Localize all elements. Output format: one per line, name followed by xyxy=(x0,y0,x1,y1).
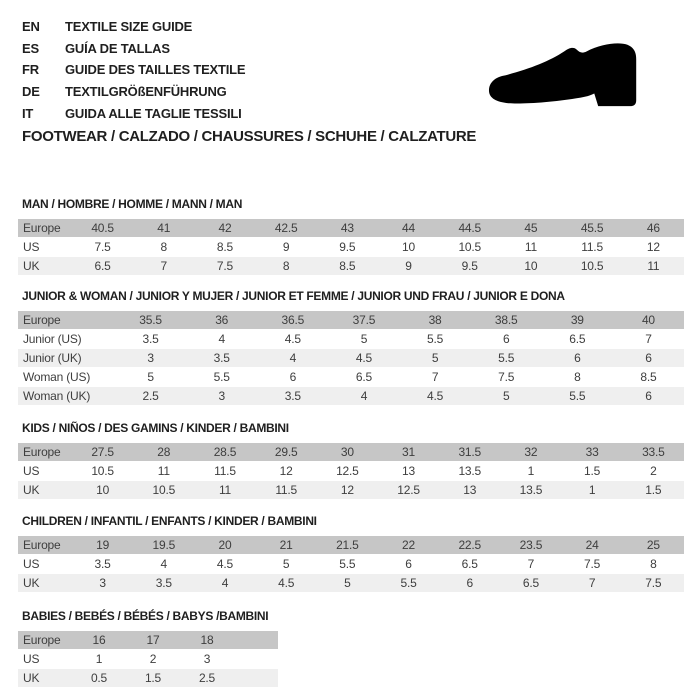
size-cell: 8 xyxy=(256,257,317,275)
size-table-children xyxy=(18,535,684,593)
size-cell: 5.5 xyxy=(378,574,439,592)
size-table-junior-woman xyxy=(18,310,684,406)
size-cell: 5 xyxy=(317,574,378,592)
size-cell: 33.5 xyxy=(623,443,684,461)
size-cell: 5 xyxy=(400,349,471,367)
size-cell: 6 xyxy=(257,368,328,386)
size-cell: 12 xyxy=(317,481,378,499)
language-row xyxy=(22,103,245,125)
size-cell: 5.5 xyxy=(186,368,257,386)
size-cell: 20 xyxy=(194,536,255,554)
size-table-man xyxy=(18,218,684,276)
size-cell: 1 xyxy=(500,462,561,480)
size-table-babies xyxy=(18,630,278,688)
size-cell: 4.5 xyxy=(257,330,328,348)
size-cell: 24 xyxy=(562,536,623,554)
size-cell: 9.5 xyxy=(439,257,500,275)
size-cell: 13 xyxy=(439,481,500,499)
size-cell: 3.5 xyxy=(115,330,186,348)
size-cell: 1.5 xyxy=(623,481,684,499)
size-cell: 19 xyxy=(72,536,133,554)
size-cell: 25 xyxy=(623,536,684,554)
row-label: Europe xyxy=(18,443,72,461)
size-section-junior-woman xyxy=(18,288,684,406)
row-label: Europe xyxy=(18,219,72,237)
size-cell: 12 xyxy=(256,462,317,480)
language-label: TEXTILE SIZE GUIDE xyxy=(65,19,193,34)
table-row xyxy=(18,443,684,461)
size-cell: 4 xyxy=(194,574,255,592)
size-cell: 7.5 xyxy=(623,574,684,592)
size-cell: 36.5 xyxy=(257,311,328,329)
language-code: IT xyxy=(22,105,34,121)
size-cell: 7 xyxy=(500,555,561,573)
size-cell: 10 xyxy=(72,481,133,499)
size-cell: 2 xyxy=(126,650,180,668)
size-cell: 6 xyxy=(471,330,542,348)
size-cell: 46 xyxy=(623,219,684,237)
section-title: BABIES / BEBÉS / BÉBÉS / BABYS /BAMBINI xyxy=(22,609,269,623)
size-cell: 6 xyxy=(378,555,439,573)
size-cell: 22 xyxy=(378,536,439,554)
category-line: FOOTWEAR / CALZADO / CHAUSSURES / SCHUHE / CALZATURE xyxy=(22,128,477,145)
size-cell: 10.5 xyxy=(439,238,500,256)
size-cell: 7 xyxy=(613,330,684,348)
size-cell: 0.5 xyxy=(72,669,126,687)
size-cell: 40.5 xyxy=(72,219,133,237)
size-cell: 5 xyxy=(471,387,542,405)
size-cell: 12.5 xyxy=(378,481,439,499)
table-row xyxy=(18,481,684,499)
size-cell: 31 xyxy=(378,443,439,461)
size-cell: 30 xyxy=(317,443,378,461)
section-title: KIDS / NIÑOS / DES GAMINS / KINDER / BAMBINI xyxy=(22,421,289,435)
table-row xyxy=(18,330,684,348)
size-cell: 6 xyxy=(542,349,613,367)
size-cell: 42 xyxy=(194,219,255,237)
size-cell: 7.5 xyxy=(562,555,623,573)
language-label: GUIDE DES TAILLES TEXTILE xyxy=(65,62,246,78)
size-cell: 4.5 xyxy=(400,387,471,405)
filler-cell xyxy=(234,650,278,668)
size-cell: 10 xyxy=(378,238,439,256)
row-label: US xyxy=(18,238,72,256)
size-cell: 4.5 xyxy=(328,349,399,367)
table-row xyxy=(18,368,684,386)
size-cell: 7 xyxy=(133,257,194,275)
size-cell: 1 xyxy=(72,650,126,668)
row-label: US xyxy=(18,462,72,480)
size-cell: 10.5 xyxy=(72,462,133,480)
table-row xyxy=(18,387,684,405)
size-cell: 8 xyxy=(542,368,613,386)
size-cell: 8.5 xyxy=(194,238,255,256)
size-cell: 35.5 xyxy=(115,311,186,329)
size-table-kids xyxy=(18,442,684,500)
row-label: Junior (US) xyxy=(18,330,115,348)
size-cell: 40 xyxy=(613,311,684,329)
language-code: FR xyxy=(22,62,39,78)
size-cell: 6.5 xyxy=(328,368,399,386)
size-cell: 3 xyxy=(72,574,133,592)
size-cell: 1 xyxy=(562,481,623,499)
size-cell: 42.5 xyxy=(256,219,317,237)
size-cell: 21 xyxy=(256,536,317,554)
size-cell: 38.5 xyxy=(471,311,542,329)
size-cell: 28 xyxy=(133,443,194,461)
table-row xyxy=(18,311,684,329)
size-cell: 7.5 xyxy=(471,368,542,386)
size-cell: 9.5 xyxy=(317,238,378,256)
size-cell: 8.5 xyxy=(317,257,378,275)
size-cell: 5 xyxy=(115,368,186,386)
size-cell: 10.5 xyxy=(133,481,194,499)
size-cell: 45.5 xyxy=(562,219,623,237)
size-cell: 18 xyxy=(180,631,234,649)
filler-cell xyxy=(234,669,278,687)
size-cell: 2.5 xyxy=(115,387,186,405)
size-cell: 4 xyxy=(133,555,194,573)
size-cell: 16 xyxy=(72,631,126,649)
size-cell: 11 xyxy=(623,257,684,275)
language-code: ES xyxy=(22,40,39,56)
table-row xyxy=(18,669,278,687)
row-label: Europe xyxy=(18,311,115,329)
size-cell: 7 xyxy=(562,574,623,592)
table-row xyxy=(18,555,684,573)
size-cell: 28.5 xyxy=(194,443,255,461)
row-label: Woman (UK) xyxy=(18,387,115,405)
size-cell: 8 xyxy=(133,238,194,256)
size-cell: 5.5 xyxy=(400,330,471,348)
size-cell: 6.5 xyxy=(439,555,500,573)
size-cell: 8.5 xyxy=(613,368,684,386)
size-cell: 4 xyxy=(257,349,328,367)
language-code: EN xyxy=(22,19,40,34)
size-cell: 33 xyxy=(562,443,623,461)
language-row xyxy=(22,16,245,38)
size-cell: 22.5 xyxy=(439,536,500,554)
row-label: US xyxy=(18,555,72,573)
size-cell: 4 xyxy=(328,387,399,405)
size-cell: 4.5 xyxy=(256,574,317,592)
size-cell: 2.5 xyxy=(180,669,234,687)
section-title: JUNIOR & WOMAN / JUNIOR Y MUJER / JUNIOR ET FEMME / JUNIOR UND FRAU / JUNIOR E DONA xyxy=(22,289,565,303)
size-cell: 5 xyxy=(256,555,317,573)
size-cell: 6.5 xyxy=(542,330,613,348)
row-label: Europe xyxy=(18,536,72,554)
size-cell: 8 xyxy=(623,555,684,573)
size-cell: 5 xyxy=(328,330,399,348)
row-label: US xyxy=(18,650,72,668)
table-row xyxy=(18,238,684,256)
language-list xyxy=(22,16,245,125)
size-cell: 19.5 xyxy=(133,536,194,554)
size-cell: 12.5 xyxy=(317,462,378,480)
size-cell: 4.5 xyxy=(194,555,255,573)
size-section-man xyxy=(18,196,684,276)
size-cell: 6 xyxy=(439,574,500,592)
size-cell: 5.5 xyxy=(471,349,542,367)
size-section-children xyxy=(18,513,684,593)
size-cell: 3.5 xyxy=(72,555,133,573)
table-row xyxy=(18,349,684,367)
row-label: UK xyxy=(18,257,72,275)
size-cell: 7.5 xyxy=(72,238,133,256)
size-cell: 11 xyxy=(133,462,194,480)
size-cell: 7 xyxy=(400,368,471,386)
size-cell: 4 xyxy=(186,330,257,348)
size-cell: 6 xyxy=(613,349,684,367)
size-cell: 44.5 xyxy=(439,219,500,237)
size-cell: 13.5 xyxy=(439,462,500,480)
row-label: UK xyxy=(18,669,72,687)
size-cell: 3.5 xyxy=(133,574,194,592)
size-cell: 9 xyxy=(256,238,317,256)
language-label: GUÍA DE TALLAS xyxy=(65,40,170,56)
size-cell: 5.5 xyxy=(317,555,378,573)
size-cell: 23.5 xyxy=(500,536,561,554)
size-cell: 1.5 xyxy=(126,669,180,687)
table-row xyxy=(18,462,684,480)
size-cell: 13.5 xyxy=(500,481,561,499)
table-row xyxy=(18,219,684,237)
size-cell: 11.5 xyxy=(194,462,255,480)
size-cell: 10.5 xyxy=(562,257,623,275)
row-label: UK xyxy=(18,574,72,592)
table-row xyxy=(18,631,278,649)
size-cell: 11 xyxy=(194,481,255,499)
section-title: MAN / HOMBRE / HOMME / MANN / MAN xyxy=(22,197,243,211)
filler-cell xyxy=(234,631,278,649)
size-cell: 21.5 xyxy=(317,536,378,554)
size-cell: 10 xyxy=(500,257,561,275)
language-row xyxy=(22,38,245,60)
table-row xyxy=(18,574,684,592)
table-row xyxy=(18,257,684,275)
size-section-babies xyxy=(18,608,278,688)
size-cell: 6.5 xyxy=(500,574,561,592)
size-cell: 6 xyxy=(613,387,684,405)
size-cell: 31.5 xyxy=(439,443,500,461)
size-cell: 43 xyxy=(317,219,378,237)
language-label: TEXTILGRÖßENFÜHRUNG xyxy=(65,84,227,100)
size-cell: 32 xyxy=(500,443,561,461)
language-row xyxy=(22,59,245,81)
size-cell: 7.5 xyxy=(194,257,255,275)
size-cell: 17 xyxy=(126,631,180,649)
row-label: Europe xyxy=(18,631,72,649)
size-section-kids xyxy=(18,420,684,500)
size-cell: 3 xyxy=(180,650,234,668)
size-cell: 2 xyxy=(623,462,684,480)
size-cell: 37.5 xyxy=(328,311,399,329)
size-cell: 3.5 xyxy=(186,349,257,367)
size-cell: 3 xyxy=(115,349,186,367)
table-row xyxy=(18,650,278,668)
size-cell: 6.5 xyxy=(72,257,133,275)
size-cell: 39 xyxy=(542,311,613,329)
language-row xyxy=(22,81,245,103)
dress-shoe-icon xyxy=(464,34,668,112)
size-cell: 38 xyxy=(400,311,471,329)
size-cell: 44 xyxy=(378,219,439,237)
size-cell: 11.5 xyxy=(256,481,317,499)
size-cell: 13 xyxy=(378,462,439,480)
size-cell: 11.5 xyxy=(562,238,623,256)
table-row xyxy=(18,536,684,554)
size-cell: 36 xyxy=(186,311,257,329)
language-label: GUIDA ALLE TAGLIE TESSILI xyxy=(65,105,242,121)
size-cell: 3 xyxy=(186,387,257,405)
size-cell: 9 xyxy=(378,257,439,275)
row-label: Junior (UK) xyxy=(18,349,115,367)
size-cell: 1.5 xyxy=(562,462,623,480)
size-cell: 41 xyxy=(133,219,194,237)
row-label: Woman (US) xyxy=(18,368,115,386)
section-title: CHILDREN / INFANTIL / ENFANTS / KINDER / BAMBINI xyxy=(22,514,317,528)
size-cell: 27.5 xyxy=(72,443,133,461)
size-cell: 12 xyxy=(623,238,684,256)
language-code: DE xyxy=(22,84,40,100)
size-cell: 11 xyxy=(500,238,561,256)
size-cell: 45 xyxy=(500,219,561,237)
row-label: UK xyxy=(18,481,72,499)
size-cell: 29.5 xyxy=(256,443,317,461)
size-cell: 3.5 xyxy=(257,387,328,405)
size-cell: 5.5 xyxy=(542,387,613,405)
